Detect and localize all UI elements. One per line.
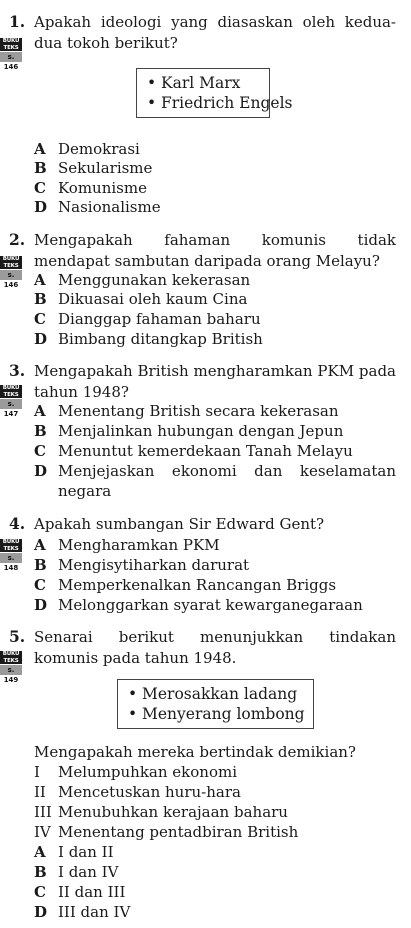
question-text: Apakah sumbangan Sir Edward Gent? <box>34 515 325 533</box>
option-c <box>34 575 336 595</box>
question-number: 1. <box>9 12 26 31</box>
option-letter: C <box>34 883 46 901</box>
option-text: II dan III <box>58 883 126 901</box>
question-number: 4. <box>9 514 26 533</box>
option-letter: C <box>34 576 46 594</box>
option-text: I dan IV <box>58 863 119 881</box>
option-letter: C <box>34 442 46 460</box>
badge-page: s. 148 <box>0 553 22 563</box>
statement-numeral: II <box>34 783 46 801</box>
option-text: I dan II <box>58 843 114 861</box>
option-text: Menggunakan kekerasan <box>58 271 251 289</box>
info-box-item: • Karl Marx <box>147 73 259 93</box>
option-text: Mengisytiharkan darurat <box>58 556 250 574</box>
option-d <box>34 461 396 501</box>
statement-text: Menentang pentadbiran British <box>58 823 299 841</box>
statement-numeral: I <box>34 763 40 781</box>
option-c <box>34 178 147 198</box>
question-text: Apakah ideologi yang diasaskan oleh kedua-dua tokoh berikut? <box>34 13 396 52</box>
option-text: Demokrasi <box>58 140 140 158</box>
option-letter: A <box>34 402 46 420</box>
option-letter: A <box>34 271 46 289</box>
info-box-item: • Friedrich Engels <box>147 93 259 113</box>
option-text: III dan IV <box>58 903 131 921</box>
badge-page: s. 147 <box>0 399 22 409</box>
question-number: 3. <box>9 361 26 380</box>
badge-page: s. 146 <box>0 270 22 280</box>
option-b <box>34 421 343 441</box>
option-letter: D <box>34 903 48 921</box>
option-text: Mengharamkan PKM <box>58 536 220 554</box>
option-text: Nasionalisme <box>58 198 161 216</box>
option-letter: A <box>34 140 46 158</box>
statement-text: Menubuhkan kerajaan baharu <box>58 803 288 821</box>
option-text: Melonggarkan syarat kewarganegaraan <box>58 596 363 614</box>
info-box-item: • Menyerang lombong <box>128 704 303 724</box>
option-b <box>34 289 247 309</box>
option-text: Menuntut kemerdekaan Tanah Melayu <box>58 442 353 460</box>
option-letter: D <box>34 462 48 480</box>
statement-i <box>34 762 237 782</box>
badge-page: s. 146 <box>0 52 22 62</box>
option-letter: B <box>34 422 47 440</box>
option-c <box>34 309 261 329</box>
option-letter: D <box>34 596 48 614</box>
badge-label: BUKU TEKS <box>0 256 22 269</box>
statement-text: Mencetuskan huru-hara <box>58 783 241 801</box>
option-text: Menjejaskan ekonomi dan keselamatan negara <box>58 462 396 500</box>
statement-numeral: III <box>34 803 52 821</box>
statement-ii <box>34 782 241 802</box>
option-text: Dianggap fahaman baharu <box>58 310 261 328</box>
info-box <box>117 679 314 729</box>
option-a <box>34 401 339 421</box>
option-letter: C <box>34 310 46 328</box>
option-b <box>34 862 118 882</box>
statement-iv <box>34 822 298 842</box>
badge-page: s. 149 <box>0 665 22 675</box>
option-letter: A <box>34 536 46 554</box>
option-letter: B <box>34 290 47 308</box>
badge-label: BUKU TEKS <box>0 651 22 664</box>
option-letter: B <box>34 159 47 177</box>
question-text: Senarai berikut menunjukkan tindakan komunis pada tahun 1948. <box>34 628 396 667</box>
textbook-reference-badge <box>0 651 22 684</box>
question-text: Mengapakah British mengharamkan PKM pada tahun 1948? <box>34 362 396 401</box>
statement-text: Melumpuhkan ekonomi <box>58 763 238 781</box>
option-a <box>34 270 250 290</box>
option-letter: D <box>34 330 48 348</box>
option-text: Bimbang ditangkap British <box>58 330 263 348</box>
option-d <box>34 595 363 615</box>
textbook-reference-badge <box>0 256 22 289</box>
option-letter: D <box>34 198 48 216</box>
question-stem: Mengapakah mereka bertindak demikian? <box>34 743 356 761</box>
option-letter: C <box>34 179 46 197</box>
info-box <box>136 68 293 118</box>
question-number: 5. <box>9 627 26 646</box>
option-a <box>34 139 140 159</box>
option-text: Sekularisme <box>58 159 153 177</box>
badge-label: BUKU TEKS <box>0 539 22 552</box>
textbook-reference-badge <box>0 38 22 71</box>
question-text: Mengapakah fahaman komunis tidak mendapat sambutan daripada orang Melayu? <box>34 231 396 270</box>
option-c <box>34 441 353 461</box>
option-d <box>34 902 130 922</box>
question-number: 2. <box>9 230 26 249</box>
statement-numeral: IV <box>34 823 51 841</box>
option-a <box>34 535 220 555</box>
statement-iii <box>34 802 288 822</box>
option-text: Menjalinkan hubungan dengan Jepun <box>58 422 344 440</box>
option-text: Memperkenalkan Rancangan Briggs <box>58 576 337 594</box>
badge-label: BUKU TEKS <box>0 385 22 398</box>
textbook-reference-badge <box>0 539 22 572</box>
option-text: Dikuasai oleh kaum Cina <box>58 290 248 308</box>
option-letter: B <box>34 863 47 881</box>
option-text: Komunisme <box>58 179 147 197</box>
badge-label: BUKU TEKS <box>0 38 22 51</box>
option-letter: B <box>34 556 47 574</box>
option-text: Menentang British secara kekerasan <box>58 402 339 420</box>
option-d <box>34 329 263 349</box>
option-b <box>34 555 249 575</box>
textbook-reference-badge <box>0 385 22 418</box>
option-a <box>34 842 114 862</box>
option-b <box>34 158 152 178</box>
option-letter: A <box>34 843 46 861</box>
option-c <box>34 882 125 902</box>
option-d <box>34 197 161 217</box>
info-box-item: • Merosakkan ladang <box>128 684 303 704</box>
